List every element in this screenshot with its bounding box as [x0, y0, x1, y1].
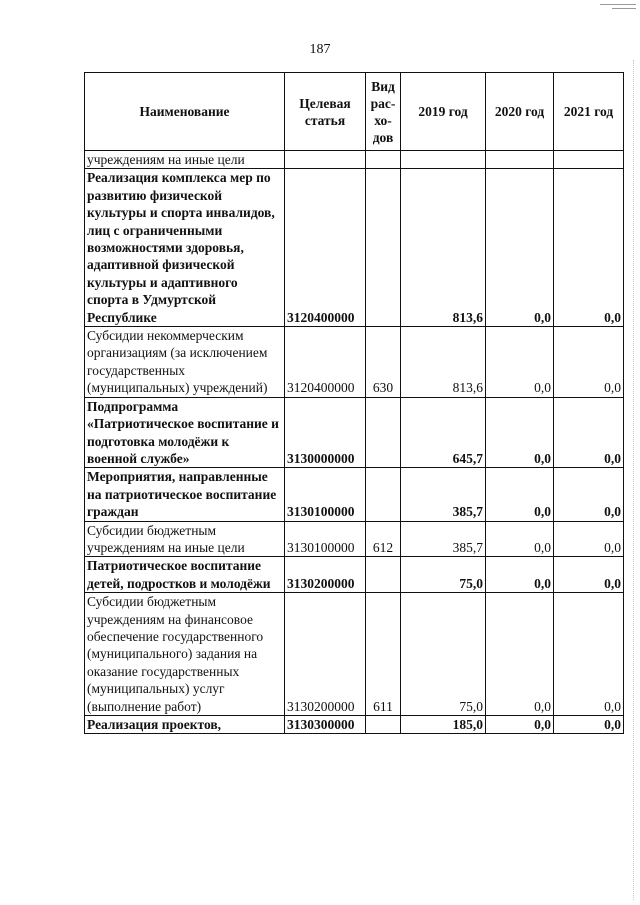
row-name: Субсидии бюджетным учреждениям на финансовое обеспечение государственного (муниципального) задания на оказание государственных (муниципальных) услуг (выполнение работ): [85, 593, 285, 716]
row-2020: 0,0: [486, 521, 554, 557]
row-name: Мероприятия, направленные на патриотическое воспитание граждан: [85, 468, 285, 521]
row-2020: 0,0: [486, 327, 554, 398]
scan-corner-mark: [612, 8, 636, 9]
budget-table: [84, 72, 624, 734]
row-vid: [366, 557, 401, 593]
table-row: [85, 593, 624, 716]
header-code: Целевая статья: [285, 73, 366, 151]
row-2019: 385,7: [401, 468, 486, 521]
table-row: [85, 716, 624, 734]
row-2020: 0,0: [486, 169, 554, 327]
row-2019: 385,7: [401, 521, 486, 557]
header-2020: 2020 год: [486, 73, 554, 151]
row-vid: [366, 468, 401, 521]
row-code: 3120400000: [285, 327, 366, 398]
row-2019: [401, 151, 486, 169]
row-code: 3130000000: [285, 397, 366, 468]
row-2019: 813,6: [401, 169, 486, 327]
row-code: 3130100000: [285, 468, 366, 521]
row-code: 3130300000: [285, 716, 366, 734]
row-2020: 0,0: [486, 397, 554, 468]
table-row: [85, 169, 624, 327]
row-name: Патриотическое воспитание детей, подростков и молодёжи: [85, 557, 285, 593]
row-2020: 0,0: [486, 557, 554, 593]
row-name: Реализация проектов,: [85, 716, 285, 734]
row-vid: 630: [366, 327, 401, 398]
row-2021: [554, 151, 624, 169]
row-2020: 0,0: [486, 468, 554, 521]
row-vid: [366, 397, 401, 468]
page-number: 187: [309, 42, 331, 57]
row-name: учреждениям на иные цели: [85, 151, 285, 169]
row-2021: 0,0: [554, 169, 624, 327]
row-2021: 0,0: [554, 327, 624, 398]
row-code: 3120400000: [285, 169, 366, 327]
row-vid: [366, 169, 401, 327]
row-vid: [366, 716, 401, 734]
header-name: Наименование: [85, 73, 285, 151]
table-row: [85, 397, 624, 468]
row-2019: 185,0: [401, 716, 486, 734]
row-vid: [366, 151, 401, 169]
row-2020: 0,0: [486, 716, 554, 734]
row-2021: 0,0: [554, 468, 624, 521]
row-2020: [486, 151, 554, 169]
row-2019: 75,0: [401, 557, 486, 593]
row-2021: 0,0: [554, 716, 624, 734]
row-2019: 813,6: [401, 327, 486, 398]
header-2021: 2021 год: [554, 73, 624, 151]
row-2021: 0,0: [554, 521, 624, 557]
row-name: Субсидии бюджетным учреждениям на иные цели: [85, 521, 285, 557]
row-2019: 75,0: [401, 593, 486, 716]
header-vid: Вид рас-хо-дов: [366, 73, 401, 151]
scan-corner-mark: [600, 4, 636, 5]
table-header-row: [85, 73, 624, 151]
scan-edge-marks: [633, 60, 634, 900]
row-code: [285, 151, 366, 169]
row-name: Подпрограмма «Патриотическое воспитание и подготовка молодёжи к военной службе»: [85, 397, 285, 468]
row-2021: 0,0: [554, 397, 624, 468]
row-2021: 0,0: [554, 557, 624, 593]
row-vid: 612: [366, 521, 401, 557]
header-2019: 2019 год: [401, 73, 486, 151]
row-code: 3130100000: [285, 521, 366, 557]
row-2019: 645,7: [401, 397, 486, 468]
row-name: Субсидии некоммерческим организациям (за исключением государственных (муниципальных) учреждений): [85, 327, 285, 398]
table-row: [85, 468, 624, 521]
table-row: [85, 327, 624, 398]
row-name: Реализация комплекса мер по развитию физической культуры и спорта инвалидов, лиц с ограниченными возможностями здоровья, адаптивной физической культуры и адаптивного спорта в Удмуртской Республике: [85, 169, 285, 327]
row-code: 3130200000: [285, 557, 366, 593]
row-2021: 0,0: [554, 593, 624, 716]
row-2020: 0,0: [486, 593, 554, 716]
table-row: [85, 557, 624, 593]
row-vid: 611: [366, 593, 401, 716]
table-row: [85, 521, 624, 557]
row-code: 3130200000: [285, 593, 366, 716]
table-row: [85, 151, 624, 169]
